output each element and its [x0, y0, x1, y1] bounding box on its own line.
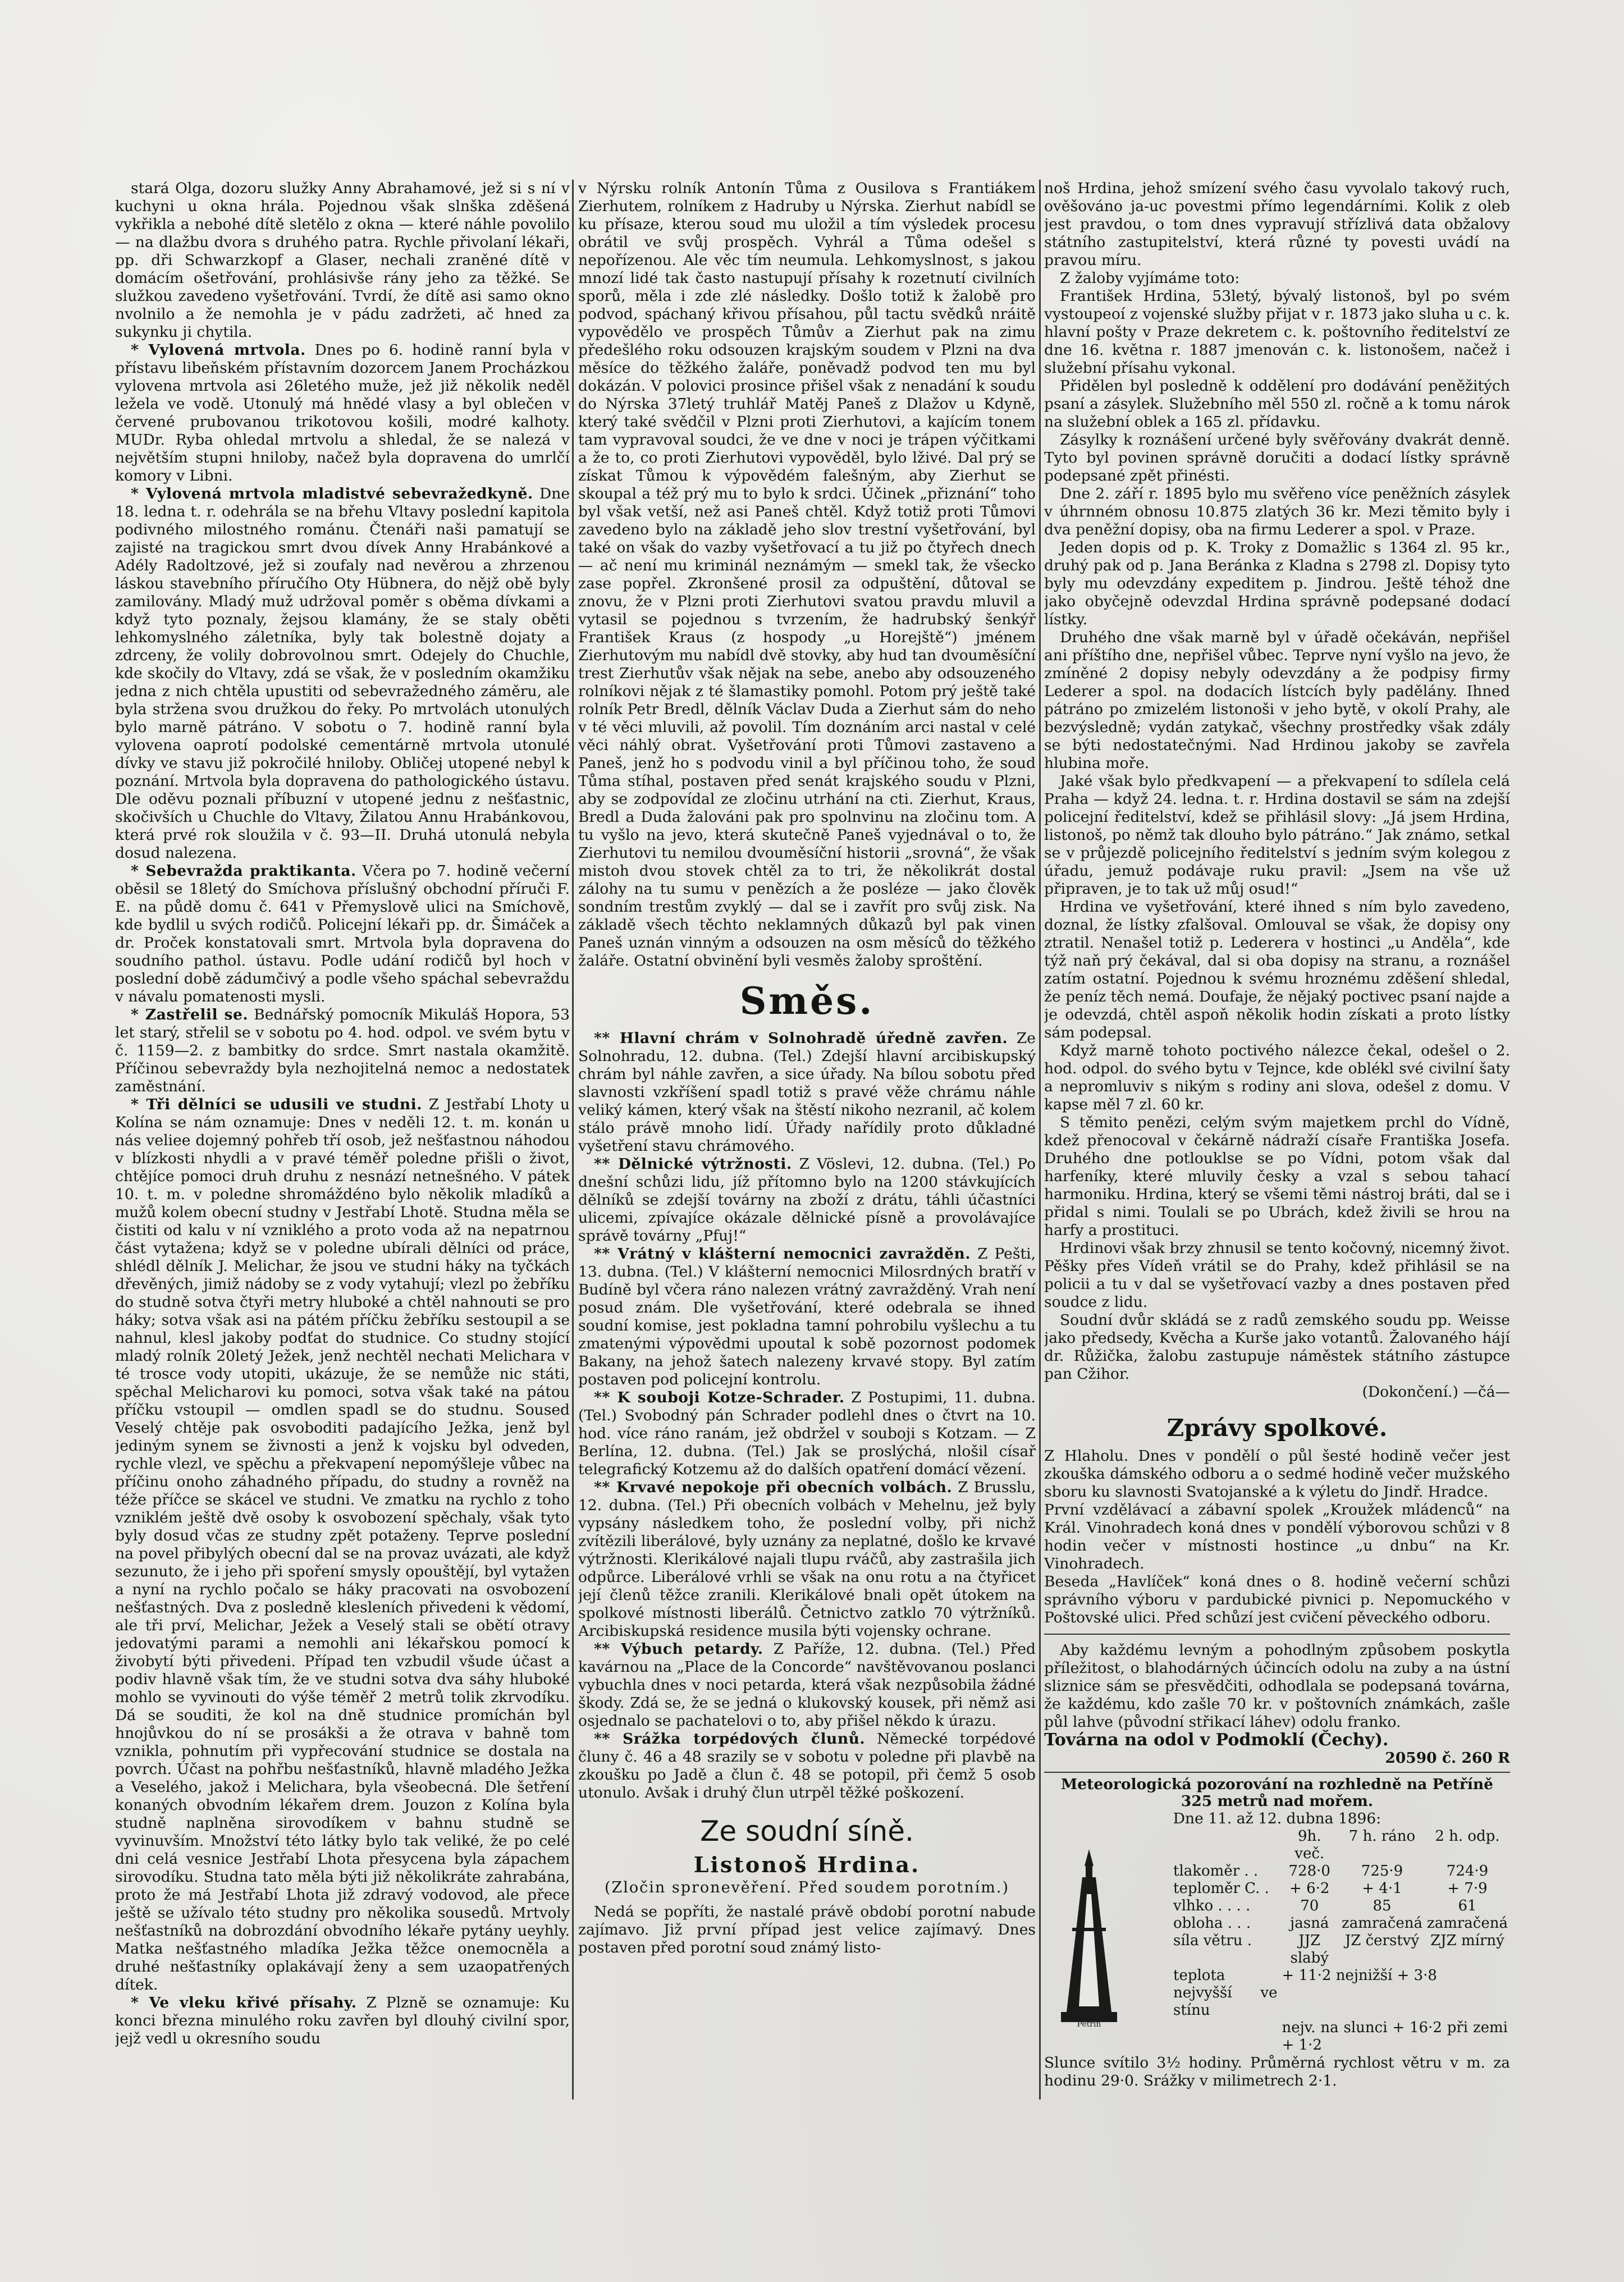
paragraph: Jaké však bylo předkvapení — a překvapení to sdílela celá Praha — když 24. ledna. t. r. Hrdina dostavil se sám na zdejší policejní ředitelství, kdež se přihlásil slovy: „Já jsem Hrdina, listonoš, po němž tak dlouho bylo pátráno.“ Jak známo, setkal se v průjezdě policejního ředitelství s jedním svým kolegou z úřadu, jemuž podávaje ruku pravil: „Jsem na vše už připraven, je to tak už můj osud!“ — [1044, 772, 1510, 898]
paragraph: Když marně tohoto poctivého nálezce čekal, odešel o 2. hod. odpol. do svého bytu v Tejnce, kde oblékl své civilní šaty a nepromluviv s nikým s rodiny ani slova, odešel z domu. V kapse měl 7 zl. 60 kr. — [1044, 1042, 1510, 1113]
news-item: * Ve vleku křivé přísahy. Z Plzně se oznamuje: Ku konci března minulého roku zavřen byl dlouhý civilní spor, jejž vedl u okresního soudu — [115, 1994, 570, 2047]
news-item: ** K souboji Kotze-Schrader. Z Postupimi, 11. dubna. (Tel.) Svobodný pán Schrader podlehl dnes o čtvrt na 10. hod. více ráno ranám, jež obdržel v souboji s Kotzam. — Z Berlína, 12. dubna. (Tel.) Jak se proslýchá, nlošil císař telegrafický Kotzemu až do dalších opatření domácí vězení. — [578, 1389, 1036, 1478]
news-item: * Tři dělníci se udusili ve studni. Z Jestřabí Lhoty u Kolína se nám oznamuje: Dnes v neděli 12. t. m. konán u nás veliee dojemný pohřeb tří osob, jež nešťastnou náhodou v blízkosti nhydli a v pravé téměř poledne přišli o život, chtějíce pomoci druh druhu z nesnází netnešného. V pátek 10. t. m. v poledne shromáždéno bylo několik mladíků a mužů kolem obecní studny v Jestřabí Lhotě. Studna měla se čistiti od kalu v ní vzniklého a proto voda až na nepatrnou část vytažena; když se v poledne ubírali dělníci od práce, shlédl dělník J. Melichar, že jsou ve studni háky na tyčkách dřevěných, jimiž nádoby se z vody vytahují; vlezl po žebříku do studně sotva čtyři metry hluboké a chtěl nahnouti se pro háky; sotva však asi na pátém příčku žebříku sestoupil a se nahnul, klesl jakoby podťat do studnice. Co studny stojící mladý rolník 20letý Ježek, jenž nechtěl nechati Melichara v té trosce vody utopiti, ukázuje, že se nemůže nic státi, spěchal Melicharovi ku pomoci, sotva však také na pátou příčku vstoupil — omdlen spadl se do studnu. Soused Veselý chtěje pak osvoboditi padajícího Ježka, jenž byl jediným synem se živnosti a jenž k vojsku byl odveden, rychle vlezl, ve spěchu a překvapení nepomýšleje vůbec na příčinu onoho záhadného případu, do studny a rovněž na téže příčce se skácel ve studni. Ve zmatku na rychlo z toho vzniklém ještě dvě osoby k osvobození spěchaly, však tyto byly dosud včas ze studny zpět potaženy. Teprve poslední na povel přibylých obecní dal se na provaz uvázati, ale když sezunuto, že i jeho při spoření smysly opouštějí, byl vytažen a nyní na rychlo počalo se háky pracovati na osvobození nešťastných. Dva z posledně klesleních přivedeni k vědomí, ale tři prví, Melichar, Ježek a Veselý stali se obětí otravy jedovatými parami a nemohli ani lékařskou pomocí k živobytí býti přivedeni. Případ ten vzbudil všude účast a podiv hlavně však tím, že ve studni sotva dva sáhy hluboké mohlo se vyvinouti do výše téměř 2 metrů tolik zkrvodíku. Dá se souditi, že kol na dně studnice promíchán byl hnojůvkou do ní se prosákši a že otrava v bahně tom vznikla, pohnutím při vypřecování studnice se dostala na povrch. Účast na pohřbu nešťastníků, hlavně mladého Ježka a Veselého, jakož i Melichara, byla všeobecná. Dle šetření konaných obvodním lékařem drem. Jouzon z Kolína byla studně naplněna sirovodíkem v bahnu studně se vyvinuvším. Množství této látky bylo tak veliké, že po celé dni celá vesnice Jestřabí Lhota přesycena byla zápachem sirovodíku. Studna tato měla býti již několikráte zahrabána, proto že má Jestřabí Lhota již zdravý vodovod, ale přece ještě se užívalo této studny pro několika sousedů. Mrtvoly nešťastníků na dobrozdání obvodního lékaře pytány ueyhly. Matka nešťastného mladíka Ježka těžce onemocněla a druhé nešťastníky oplakávají ženy a sem uzaopatřených dítek. — [115, 1096, 570, 1993]
paragraph: Nedá se popříti, že nastalé právě období porotní nabude zajímavo. Již první případ jest velice zajímavý. Dnes postaven před porotní soud známý listo- — [578, 1903, 1036, 1956]
news-item: ** Krvavé nepokoje při obecních volbách. Z Brusslu, 12. dubna. (Tel.) Při obecních volbách v Mehelnu, jež byly vypsány následkem toho, že poslední volby, při nichž zvítězili liberálové, byly uznány za neplatné, došlo ke krvavé výtržnosti. Klerikálové najali tlupu rváčů, aby zastrašila jich odpůrce. Liberálové vrhli se však na onu rotu a na čtyřicet její členů těžce zranili. Klerikálové bnali opět útokem na spolkové místnosti liberálů. Četnictvo zatklo 70 výtržníků. Arcibiskupská residence musila býti vojensky ochrane. — [578, 1479, 1036, 1640]
news-item: * Sebevražda praktikanta. Včera po 7. hodině večerní oběsil se 18letý do Smíchova příslušný obchodní příruči F. E. na půdě domu č. 641 v Přemyslově ulici na Smíchově, kde bydlil u svých rodičů. Policejní lékaři pp. dr. Šimáček a dr. Proček konstatovali smrt. Mrtvola byla dopravena do soudního pathol. ústavu. Podle udání rodičů byl hoch v poslední době zádumčivý a podle všeho spáchal sebevraždu v návalu pomatenosti mysli. — [115, 862, 570, 1005]
paragraph: Zásylky k roznášení určené byly svěřovány dvakrát denně. Tyto byl povinen správně doručiti a dodací lístky správně podepsané zpět přinésti. — [1044, 431, 1510, 484]
club-notice: První vzdělávací a zábavní spolek „Kroužek mládenců“ na Král. Vinohradech koná dnes v pondělí výborovou schůzi v 8 hodin večer v místnosti hostince „u dnbu“ na Kr. Vinohradech. — [1044, 1501, 1510, 1572]
news-headline: ** Krvavé nepokoje při obecních volbách. — [594, 1479, 953, 1496]
weather-row: obloha . . . jasná zamračená zamračená — [1173, 1915, 1508, 1932]
news-headline: * Ve vleku křivé přísahy. — [131, 1994, 357, 2011]
advertisement-text: Aby každému levným a pohodlným způsobem poskytla příležitost, o blahodárných účincích odolu na zuby a na ústní sliznice sám se přesvědčiti, odhodlala se podepsaná továrna, že každému, kdo zašle 70 kr. v poštovních známkách, zašle půl lahve (původní střikací láhev) odolu franko. — [1044, 1641, 1510, 1731]
paragraph: Jeden dopis od p. K. Troky z Domažlic s 1364 zl. 95 kr., druhý pak od p. Jana Beránka z Kladna s 2798 zl. Dopisy tyto byly mu odevzdány expeditem p. Jindrou. Ještě téhož dne jako obyčejně odevzdal Hrdina správně podepsané dodací lístky. — [1044, 539, 1510, 628]
weather-row: nejv. na slunci + 16·2 při zemi + 1·2 — [1282, 2019, 1508, 2054]
news-item: * Vylovená mrtvola mladistvé sebevražedkyně. Dne 18. ledna t. r. odehrála se na břehu Vltavy poslední kapitola podivného milostného románu. Čtenáři naši pamatují se zajisté na tragickou smrt dvou dívek Anny Hrabánkové a Adély Radoltzové, jež si zoufaly nad nevěrou a zhrzenou láskou stavebního příručího Oty Hübnera, do nějž obě byly zamilovány. Mladý muž udržoval poměr s oběma dívkami a když tyto poznaly, žejsou klamány, že se staly oběti lehkomyslného záletníka, byly tak bolestně dojaty a zdrceny, že volily dobrovolnou smrt. Odejely do Chuchle, kde skočily do Vltavy, zdá se však, že v posledním okamžiku jedna z nich chtěla upustiti od sebevražedného záměru, ale byla stržena svou družkou do řeky. Po mrtvolách utonulých bylo marně pátráno. V sobotu o 7. hodině ranní byla vylovena oaprotí podolské cementárně mrtvola utonulé dívky ve stavu již pokročilé hniloby. Obličej utopené nebyl k poznání. Mrtvola byla dopravena do pathologického ústavu. Dle oděvu poznali příbuzní v utopené jednu z nešťastnic, skočivších u Chuchle do Vltavy, Žilatou Annu Hrabánkovou, která prvé rok sloužila v č. 93—II. Druhá utonulá nebyla dosud nalezena. — [115, 485, 570, 862]
news-headline: * Vylovená mrtvola mladistvé sebevražedkyně. — [131, 485, 533, 502]
weather-row: síla větru . JJZ slabý JZ čerstvý ZJZ mírný — [1173, 1932, 1504, 1967]
court-article-title: Listonoš Hrdina. — [693, 1852, 921, 1877]
news-headline: ** Hlavní chrám v Solnohradě úředně zavřen. — [594, 1030, 1008, 1047]
divider — [1044, 1634, 1510, 1635]
news-headline: ** Dělnické výtržnosti. — [594, 1155, 792, 1173]
paragraph: v Nýrsku rolník Antonín Tůma z Ousilova s Frantiákem Zierhutem, rolníkem z Hadruby u Nýrska. Zierhut nabídl se ku přísaze, kterou soud mu uložil a tím výsledek procesu obrátil ve svůj prospěch. Vyhrál a Tůma odešel s nepořízenou. Ale věc tím neumula. Lehkomyslnost, s jakou mnozí lidé tak často nastupují přísahy k rozetnutí civilních sporů, měla i zde zlé následky. Došlo totiž k žalobě pro podvod, spáchaný křivou přísahou, půl tactu svědků nráitě vypovědělo ve prospěch Tůmův a Zierhut pak na zimu předešlého roku odsouzen krajským soudem v Plzni na dva měsíce do těžkého žaláře, poněvadž podvod ten mu byl dokázán. V polovici prosince přišel však z nenadání k soudu do Nýrska 37letý truhlář Matěj Paneš z Dlažov u Kdyně, který také svědčil v Plzni proti Zierhutovi, a kajícím tonem tam vypravoval soudci, že ve dne v noci je trápen výčitkami a že to, co proti Zierhutovi vypověděl, bylo lživé. Dal prý se získat Tůmou k výpovědém falešným, aby Zierhut se skoupal a též prý mu to bylo k srdci. Účinek „přiznání“ toho byl však vetší, než asi Paneš chtěl. Když totiž proti Tůmovi zavedeno bylo na základě jeho slov trestní vyšetřování, byl také on však do vazby vyšetřovací a tu již po čtyřech dnech — ač není mu kriminál neznámým — smekl tak, že všecko zase popřel. Zkronšené prosil za odpuštění, důtoval se znovu, že v Plzni proti Zierhutovi svatou pravdu mluvil a vytasil se pojednou s tvrzením, že hadrubský šenkýř František Kraus (z hospody „u Horejště“) jménem Zierhutovým mu nabídl dvě stovky, aby hud tan dvouměsíční trest Zierhutův však nějak na sebe, anebo aby odsouzeného rolníkovi nějak z té šlamastiky pomohl. Potom prý ještě také rolník Petr Bredl, dělník Václav Duda a Zierhut sám do neho v té věci mluvili, až povolil. Tím doznáním arci nastal v celé věci náhlý obrat. Vyšetřování proti Tůmovi zastaveno a Paneš, jenž ho s podvodu vinil a byl příčinou toho, že soud Tůma stíhal, postaven před senát krajského soudu v Plzni, aby se zodpovídal ze zločinu utrhání na cti. Zierhut, Kraus, Bredl a Duda žalováni pak pro spolnvinu na zločinu tom. A tu vyšlo na jevo, která skutečně Paneš vyjednával o to, že Zierhutovi tu nemilou dvouměsíční historii „srovná“, že však mistoh dvou stovek chtěl za to tri, že několikrát dostal zálohy na tu sumu v penězích a že posléze — jako člověk sondním trestům zvyklý — dal se i zavřít pro svůj zisk. Na základě všech těchto neklamných důkazů byl pak vinen Paneš uznán vinným a odsouzen na osm měsíců do těžkého žaláře. Ostatní obvinění byli vesměs žaloby sproštění. — [578, 180, 1036, 969]
news-item: ** Dělnické výtržnosti. Z Vöslevi, 12. dubna. (Tel.) Po dnešní schůzi lidu, jíž přítomno bylo na 1200 stávkujících dělníků se zdejší továrny na zboží z drátu, táhli účastníci ulicemi, zpívajíce okázale dělnické písně a provolávajíce správě továrny „Pfuj!“ — [578, 1155, 1036, 1245]
paragraph: noš Hrdina, jehož smízení svého času vyvolalo takový ruch, ověšováno ja-uc povestmi přímo legendárními. Kolik z oleb jest pravdou, o tom dnes vypravují střízlivá data obžalovy státního zastupitelství, která různé ty povesti uvádí na pravou míru. — [1044, 180, 1510, 269]
weather-title: Meteorologická pozorování na rozhledně na Petříně 325 metrů nad mořem. — [1060, 1776, 1494, 1810]
continuation-note: (Dokončení.) —čá— — [1362, 1383, 1510, 1401]
news-headline: ** Vrátný v klášterní nemocnici zavražděn. — [594, 1245, 971, 1263]
paragraph: Dne 2. září r. 1895 bylo mu svěřeno více peněžních zásylek v úhrnném obnosu 10.875 zlatých 36 kr. Mezi těmito byly i dva peněžní dopisy, oba na firmu Lederer a spol. v Praze. — [1044, 485, 1510, 538]
tower-label: Petřín — [1077, 2020, 1101, 2029]
section-heading-spolky: Zprávy spolkové. — [1166, 1414, 1388, 1442]
weather-report — [1044, 1772, 1510, 2090]
weather-note: Slunce svítilo 3½ hodiny. Průměrná rychlost větru v m. za hodinu 29·0. Srážky v milimetrech 2·1. — [1044, 2054, 1510, 2089]
news-item: * Zastřelil se. Bednářský pomocník Mikuláš Hopora, 53 let starý, střelil se v sobotu po 4. hod. odpol. ve svém bytu v č. 1159—2. z bambitky do srdce. Smrt nastala okamžitě. Příčinou sebevraždy byla nezhojitelná nemoc a nedostatek zaměstnání. — [115, 1006, 570, 1095]
court-article-subtitle: (Zločin spronevěření. Před soudem porotním.) — [604, 1879, 1010, 1896]
news-headline: * Sebevražda praktikanta. — [131, 862, 356, 880]
paragraph: Druhého dne však marně byl v úřadě očekáván, nepřišel ani příštího dne, nepřišel vůbec. Teprve nyní vyšlo na jevo, že zmíněné 2 dopisy nebyly odevzdány a že podpisy firmy Lederer a spol. na dodacích lístcích byly padělány. Ihned pátráno po zmizelém listonoši v jeho bytě, v okolí Prahy, ale bezvýsledně; vydán zatykač, všechny prostředky však zdály se býti nedostatečnými. Nad Hrdinou jakoby se zavřela hlubina moře. — [1044, 629, 1510, 772]
news-item: ** Srážka torpédových člunů. Německé torpédové čluny č. 46 a 48 srazily se v sobotu v poledne při plavbě na zkoušku po Jadě a člun č. 48 se potopil, při čemž 5 osob utonulo. Avšak i druhý člun utrpěl těžké poškození. — [578, 1730, 1036, 1801]
weather-date: Dne 11. až 12. dubna 1896: — [1173, 1810, 1381, 1827]
section-heading-smes: Směs. — [739, 979, 875, 1023]
advertisement-name: Továrna na odol v Podmoklí (Čechy). — [1044, 1730, 1389, 1750]
paragraph: Z žaloby vyjímáme toto: — [1060, 269, 1240, 287]
paragraph: František Hrdina, 53letý, bývalý listonoš, byl po svém vystoupeoí z vojenské služby přijat v r. 1873 jako sluha u c. k. hlavní pošty v Praze dekretem c. k. poštovního ředitelství ze dne 16. května r. 1887 jmenován c. k. listonošem, načež i služební přísahu vykonal. — [1044, 287, 1510, 377]
news-headline: ** Výbuch petardy. — [594, 1640, 763, 1658]
news-headline: * Zastřelil se. — [131, 1006, 249, 1023]
column-rule — [572, 180, 574, 2100]
paragraph: S těmito penězi, celým svým majetkem prchl do Vídně, kdež přenocoval v čekárně nádraží císaře Františka Josefa. Druhého dne potlouklse se po Vídni, potom však dal harfeníky, které mluvily česky a vzal s sebou tahací harmoniku. Hrdina, který se všemi těmi nástroj bráti, dal se i přidal s nimi. Toulali se po Ubrách, kdež živili se hrou na harfy a prostituci. — [1044, 1114, 1510, 1239]
news-headline: ** Srážka torpédových člunů. — [594, 1730, 866, 1748]
column-2 — [578, 180, 1036, 2100]
paragraph: Přidělen byl posledně k oddělení pro dodávání peněžitých psaní a zásylek. Služebního měl 550 zl. ročně a k tomu nárok na služební oblek a 165 zl. přídavku. — [1044, 377, 1510, 431]
news-item: ** Vrátný v klášterní nemocnici zavražděn. Z Pešti, 13. dubna. (Tel.) V klášterní nemocnici Milosrdných bratří v Budíně byl včera ráno nalezen vrátný zavražděný. Vrah není posud znám. Dle vyšetřování, které odebrala se ihned soudní komise, jest pokladna tamní pohrobilu vyšlechu a tu zmatenými výpovědmi upoutal k sobě pozornost podomek Bakany, na jehož šatech nalezeny krvavé stopy. Byl zatím postaven pod policejní kontrolu. — [578, 1245, 1036, 1388]
news-item: ** Výbuch petardy. Z Paříže, 12. dubna. (Tel.) Před kavárnou na „Place de la Concorde“ navštěvovanou poslanci vybuchla dnes v noci petarda, která však nezpůsobila žádné škody. Zdá se, že se jedná o klukovský kousek, při němž asi osjednalo se pachatelovi o to, aby přišel někdo k úrazu. — [578, 1640, 1036, 1730]
section-heading-court: Ze soudní síně. — [700, 1815, 914, 1847]
club-notice: Z Hlaholu. Dnes v pondělí o půl šesté hodině večer jest zkouška dámského odboru a o sedmé hodině večer mužského sboru ku slavnosti Svatojanské a k výletu do Jindř. Hradce. — [1044, 1447, 1510, 1501]
paragraph: Hrdinovi však brzy zhnusil se tento kočovný, nicemný život. Pěšky přes Vídeň vrátil se do Prahy, kdež přihlásil se na policii a tu v dal se vyšetřovací vazby a dnes postaven před soudce z lidu. — [1044, 1240, 1510, 1311]
paragraph: stará Olga, dozoru služky Anny Abrahamové, jež si s ní v kuchyni u okna hrála. Pojednou však slnška zděšená vykřikla a nebohé dítě sletělo z okna — které náhle povolilo — na dlažbu dvora s druhého patra. Rychle přivolaní lékaři, pp. dři Schwarzkopf a Glaser, nechali zraněné dítě v domácím ošetřování, prohlásivše rány jeho za těžké. Se služkou zavedeno vyšetřování. Tvrdí, že dítě asi samo okno nvolnilo a že nemohla je v pádu zadržeti, ač hned za sukynku ji chytila. — [115, 180, 570, 341]
column-rule — [1039, 180, 1041, 2100]
news-headline: * Vylovená mrtvola. — [131, 341, 306, 359]
column-1 — [115, 180, 570, 2100]
news-item: ** Hlavní chrám v Solnohradě úředně zavřen. Ze Solnohradu, 12. dubna. (Tel.) Zdejší hlavní arcibiskupský chrám byl náhle zavřen, a sice úřady. Na bílou sobotu před slavnosti vzkříšení spadl totiž s pravé věže chrámu náhle veliký kámen, který však na štěstí nikoho nezranil, ač kolem stálo právě mnoho lidí. Úřady nařídily proto důkladné vyšetření stavu chrámového. — [578, 1030, 1036, 1155]
column-3 — [1044, 180, 1510, 2100]
petrin-tower-illustration — [1050, 1844, 1128, 2029]
news-headline: * Tři dělníci se udusili ve studni. — [131, 1096, 422, 1113]
weather-time-row: 9h. več. 7 h. ráno 2 h. odp. — [1294, 1828, 1500, 1862]
news-headline: ** K souboji Kotze-Schrader. — [594, 1389, 845, 1406]
paragraph: Soudní dvůr skládá se z radů zemského soudu pp. Weisse jako předsedy, Kvěcha a Kurše jako votantů. Žalovaného hájí dr. Růžička, žalobu zastupuje náměstek státního zástupce pan Cžihor. — [1044, 1311, 1510, 1383]
weather-row: vlhko . . . . 70 85 61 — [1173, 1897, 1477, 1914]
weather-row: teploměr C. . + 6·2 + 4·1 + 7·9 — [1173, 1880, 1488, 1897]
news-item: * Vylovená mrtvola. Dnes po 6. hodině ranní byla v přístavu libeňském přístavním dozorcem Janem Procházkou vylovena mrtvola asi 26letého muže, jež již několik neděl ležela ve vodě. Utonulý má hnědé vlasy a byl oblečen v červené prubovanou trikotovou košili, modré kalhoty. MUDr. Ryba ohledal mrtvolu a shledal, že se nalezá v největším stupni hniloby, načež byla dopravena do umrlčí komory v Libni. — [115, 341, 570, 484]
advertisement-code: 20590 č. 260 R — [1385, 1749, 1510, 1767]
paragraph: Hrdina ve vyšetřování, které ihned s ním bylo zavedeno, doznal, že lístky zfalšoval. Omlouval se však, že dopisy ony ztratil. Nenašel totiž p. Lederera v hostinci „u Anděla“, kde týž naň prý čekával, dal si oba dopisy na stranu, a roznášel zatím ostatní. Pojednou k svému hroznému zděšení shledal, že peníz těch nemá. Doufaje, že nějaký poctivec psaní najde a je odevzdá, chtěl aspoň několik hodin získati a proto lístky sám podepsal. — [1044, 898, 1510, 1041]
weather-row: teplota nejvyšší ve stínu + 11·2 nejnižší + 3·8 — [1173, 1967, 1437, 2019]
club-notice: Beseda „Havlíček“ koná dnes o 8. hodině večerní schůzi správního výboru v pardubické pivnici p. Nepomuckého v Poštovské ulici. Před schůzí jest cvičení pěveckého odboru. — [1044, 1573, 1510, 1626]
weather-row: tlakoměr . . 728·0 725·9 724·9 — [1173, 1863, 1489, 1879]
